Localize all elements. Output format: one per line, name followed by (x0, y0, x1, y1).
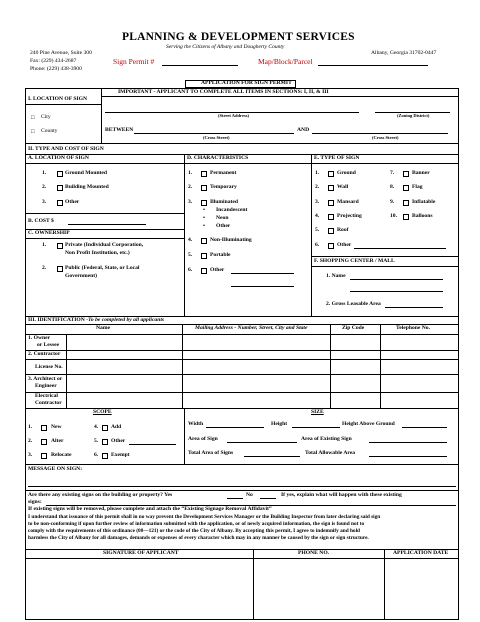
location-other-label: Other (65, 199, 80, 205)
type-other-checkbox[interactable] (328, 243, 334, 249)
scope-exempt-checkbox[interactable] (102, 453, 108, 459)
sign-permit-field[interactable] (162, 65, 238, 66)
bullet-other: • (203, 223, 205, 229)
permanent-checkbox[interactable] (201, 171, 207, 177)
height-above-ground-label: Height Above Ground (342, 421, 395, 427)
characteristics-title: D. CHARACTERISTICS (187, 155, 249, 161)
street-address-caption: (Street Address) (218, 113, 249, 118)
e-item-10-num: 10. (390, 213, 397, 219)
a-item-1-num: 1. (42, 170, 47, 176)
char-other-field-1[interactable] (231, 273, 294, 274)
area-existing-label: Area of Existing Sign (301, 436, 352, 442)
existing-signs-question: Are there any existing signs on the building or property? Yes (28, 492, 173, 498)
phone-field[interactable] (254, 559, 383, 619)
type-projecting-checkbox[interactable] (328, 214, 334, 220)
a-item-3-num: 3. (42, 199, 47, 205)
private-label: Private (Individual Corporation, (65, 242, 144, 248)
row-electrical-2: Contractor (35, 400, 62, 406)
e-item-4-num: 4. (315, 213, 320, 219)
removal-note: If existing signs will be removed, please complete and attach the “Existing Signage Removal Affidavit” (28, 506, 272, 512)
cross-street-1-caption: (Cross Street) (203, 135, 230, 140)
city-number: □ (31, 115, 35, 121)
row-architect: 3. Architect or (28, 376, 63, 382)
height-label: Height (271, 421, 288, 427)
cross-street-1-field[interactable] (134, 133, 294, 134)
scope-add-checkbox[interactable] (102, 425, 108, 431)
incandescent-label: Incandescent (216, 207, 248, 213)
scope-2-num: 2. (28, 438, 33, 444)
office-city-state: Albany, Georgia 31702-0447 (371, 50, 437, 56)
ownership-title: C. OWNERSHIP (28, 230, 70, 236)
col-telephone: Telephone No. (396, 325, 430, 331)
sign-permit-label: Sign Permit # (113, 57, 155, 66)
e-item-7-num: 7. (390, 170, 395, 176)
scope-other-label: Other (111, 438, 126, 444)
portable-checkbox[interactable] (201, 253, 207, 259)
public-label: Public (Federal, State, or Local (65, 265, 140, 271)
scope-alter-checkbox[interactable] (41, 439, 47, 445)
existing-yes-field[interactable] (227, 498, 243, 499)
type-banner-label: Banner (412, 170, 430, 176)
zoning-district-caption: (Zoning District) (397, 113, 430, 118)
illum-other-label: Other (216, 223, 231, 229)
signature-phone-label: PHONE NO. (298, 550, 330, 556)
location-of-sign-title: A. LOCATION OF SIGN (28, 155, 89, 161)
a-item-2-num: 2. (42, 184, 47, 190)
signs-label: signs: (28, 499, 42, 505)
location-other-checkbox[interactable] (57, 200, 63, 206)
scope-alter-label: Alter (51, 438, 64, 444)
type-wall-label: Wall (337, 184, 349, 190)
row-architect-2: Engineer (35, 383, 57, 389)
area-of-sign-label: Area of Sign (188, 436, 218, 442)
type-flag-checkbox[interactable] (403, 185, 409, 191)
type-flag-label: Flag (412, 184, 423, 190)
type-other-field[interactable] (354, 248, 446, 249)
type-wall-checkbox[interactable] (328, 185, 334, 191)
type-roof-label: Roof (337, 227, 349, 233)
signature-date-label: APPLICATION DATE (393, 550, 449, 556)
shopping-name-field[interactable] (350, 279, 443, 280)
scope-relocate-label: Relocate (51, 452, 72, 458)
scope-6-num: 6. (94, 452, 99, 458)
page-title: PLANNING & DEVELOPMENT SERVICES (122, 31, 355, 43)
col-name: Name (96, 325, 110, 331)
row-owner-2: or Lessee (37, 342, 60, 348)
size-title: SIZE (311, 409, 324, 415)
total-area-label: Total Area of Signs (188, 450, 234, 456)
illuminated-checkbox[interactable] (201, 200, 207, 206)
scope-5-num: 5. (94, 438, 99, 444)
c-item-2-num: 2. (42, 265, 47, 271)
bullet-neon: • (203, 215, 205, 221)
private-checkbox[interactable] (57, 243, 63, 249)
private-label-2: Non Profit Institution, etc.) (65, 250, 130, 256)
bullet-incandescent: • (203, 207, 205, 213)
county-label: County (41, 128, 58, 134)
width-label: Width (188, 421, 204, 427)
scope-add-label: Add (111, 424, 122, 430)
type-banner-checkbox[interactable] (403, 171, 409, 177)
building-mounted-checkbox[interactable] (57, 185, 63, 191)
section-3-title: III. IDENTIFICATION - (28, 317, 89, 323)
scope-title: SCOPE (93, 409, 112, 415)
public-label-2: Government) (65, 273, 98, 279)
char-other-label: Other (210, 267, 225, 273)
cost-field[interactable] (68, 224, 146, 225)
page-subtitle: Serving the Citizens of Albany and Dougherty County (166, 44, 285, 50)
building-mounted-label: Building Mounted (65, 184, 109, 190)
row-electrical: Electrical (35, 393, 58, 399)
temporary-checkbox[interactable] (201, 185, 207, 191)
office-fax: Fax: (229) 434-2687 (30, 58, 77, 64)
legal-line-3: comply with the requirements of this ordinance (08—121) or the code of the City of Albany. By accepting this permit, I agree to indemnify and hold (28, 528, 360, 534)
shopping-center-title: F. SHOPPING CENTER / MALL (314, 258, 395, 264)
scope-new-checkbox[interactable] (41, 425, 47, 431)
message-field[interactable] (28, 486, 456, 487)
public-checkbox[interactable] (57, 266, 63, 272)
section-2-title: II. TYPE AND COST OF SIGN (28, 146, 104, 152)
e-item-1-num: 1. (315, 170, 320, 176)
legal-line-1: I understand that issuance of this permit shall in no way prevent the Development Services Manager or the Building Inspector from later declaring said sign (28, 514, 381, 520)
cost-label: B. COST $ (28, 218, 54, 224)
scope-3-num: 3. (28, 452, 33, 458)
existing-no-label: No (246, 492, 253, 498)
e-item-9-num: 9. (390, 199, 395, 205)
shopping-name-field-2[interactable] (350, 291, 443, 292)
e-item-8-num: 8. (390, 184, 395, 190)
col-mailing: Mailing Address - Number, Street, City and State (195, 325, 308, 331)
scope-other-checkbox[interactable] (102, 439, 108, 445)
d-item-4-num: 4. (188, 237, 193, 243)
office-phone: Phone: (229) 438-3900 (30, 66, 82, 72)
area-existing-field[interactable] (369, 442, 447, 443)
char-other-field-2[interactable] (231, 286, 294, 287)
type-balloons-checkbox[interactable] (403, 214, 409, 220)
type-inflatable-checkbox[interactable] (403, 200, 409, 206)
legal-line-2: to be non-conforming if upon further review of information submitted with the application, or of newly acquired information, the sign is found not to (28, 521, 365, 527)
type-ground-label: Ground (337, 170, 356, 176)
row-license: License No. (35, 364, 63, 370)
d-item-5-num: 5. (188, 252, 193, 258)
ground-mounted-checkbox[interactable] (57, 171, 63, 177)
gross-leasable-field[interactable] (385, 307, 443, 308)
scope-exempt-label: Exempt (111, 452, 130, 458)
type-balloons-label: Balloons (412, 213, 433, 219)
type-ground-checkbox[interactable] (328, 171, 334, 177)
width-field[interactable] (206, 427, 264, 428)
scope-other-field[interactable] (129, 444, 176, 445)
signature-field[interactable] (26, 559, 252, 619)
existing-if-yes: If yes, explain what will happen with these existing (281, 492, 402, 498)
neon-label: Neon (216, 215, 229, 221)
e-item-5-num: 5. (315, 227, 320, 233)
e-item-2-num: 2. (315, 184, 320, 190)
important-note: IMPORTANT - APPLICANT TO COMPLETE ALL ITEMS IN SECTIONS: I, II, & III (118, 89, 329, 95)
type-inflatable-label: Inflatable (412, 199, 436, 205)
temporary-label: Temporary (210, 184, 237, 190)
total-allowable-field[interactable] (369, 456, 447, 457)
char-other-checkbox[interactable] (201, 268, 207, 274)
col-zip: Zip Code (342, 325, 365, 331)
type-mansard-label: Mansard (337, 199, 359, 205)
total-area-field[interactable] (244, 456, 300, 457)
d-item-2-num: 2. (188, 184, 193, 190)
and-label: AND (297, 127, 310, 133)
height-field[interactable] (292, 427, 340, 428)
e-item-3-num: 3. (315, 199, 320, 205)
height-above-ground-field[interactable] (402, 427, 447, 428)
scope-1-num: 1. (28, 424, 33, 430)
d-item-1-num: 1. (188, 170, 193, 176)
scope-relocate-checkbox[interactable] (41, 453, 47, 459)
type-roof-checkbox[interactable] (328, 228, 334, 234)
date-field[interactable] (385, 559, 458, 619)
portable-label: Portable (210, 252, 231, 258)
form-title: APPLICATION FOR SIGN PERMIT (201, 80, 292, 86)
between-label: BETWEEN (105, 127, 134, 133)
illuminated-label: Illuminated (210, 199, 238, 205)
total-allowable-label: Total Allowable Area (305, 450, 356, 456)
signature-applicant-label: SIGNATURE OF APPLICANT (103, 550, 179, 556)
e-item-6-num: 6. (315, 242, 320, 248)
area-of-sign-field[interactable] (227, 442, 297, 443)
row-contractor: 2. Contractor (28, 351, 61, 357)
type-mansard-checkbox[interactable] (328, 200, 334, 206)
city-label: City (41, 114, 51, 120)
type-other-label: Other (337, 242, 352, 248)
existing-no-field[interactable] (260, 498, 276, 499)
type-of-sign-title: E. TYPE OF SIGN (314, 155, 360, 161)
non-illuminating-checkbox[interactable] (201, 238, 207, 244)
non-illuminating-label: Non-Illuminating (210, 237, 252, 243)
county-number: □ (31, 129, 35, 135)
section-3-note: To be completed by all applicants (88, 317, 165, 323)
section-1-title: I. LOCATION OF SIGN (28, 96, 88, 102)
gross-leasable-label: 2. Gross Leasable Area (326, 301, 381, 307)
cross-street-2-field[interactable] (312, 133, 448, 134)
legal-line-4: harmless the City of Albany for all damages, demands or expenses of every character which may in any manner be caused by the sign or sign structure. (28, 535, 369, 541)
map-block-parcel-field[interactable] (318, 65, 428, 66)
cross-street-2-caption: (Cross Street) (372, 135, 399, 140)
d-item-3-num: 3. (188, 199, 193, 205)
map-block-parcel-label: Map/Block/Parcel (258, 57, 313, 66)
c-item-1-num: 1. (42, 242, 47, 248)
type-projecting-label: Projecting (337, 213, 362, 219)
shopping-name-label: 1. Name (326, 273, 346, 279)
message-label: MESSAGE ON SIGN: (28, 466, 83, 472)
d-item-6-num: 6. (188, 267, 193, 273)
permanent-label: Permanent (210, 170, 237, 176)
office-address: 240 Pine Avenue, Suite 300 (30, 50, 92, 56)
scope-4-num: 4. (94, 424, 99, 430)
scope-new-label: New (51, 424, 62, 430)
row-owner: 1. Owner (28, 335, 51, 341)
ground-mounted-label: Ground Mounted (65, 170, 108, 176)
